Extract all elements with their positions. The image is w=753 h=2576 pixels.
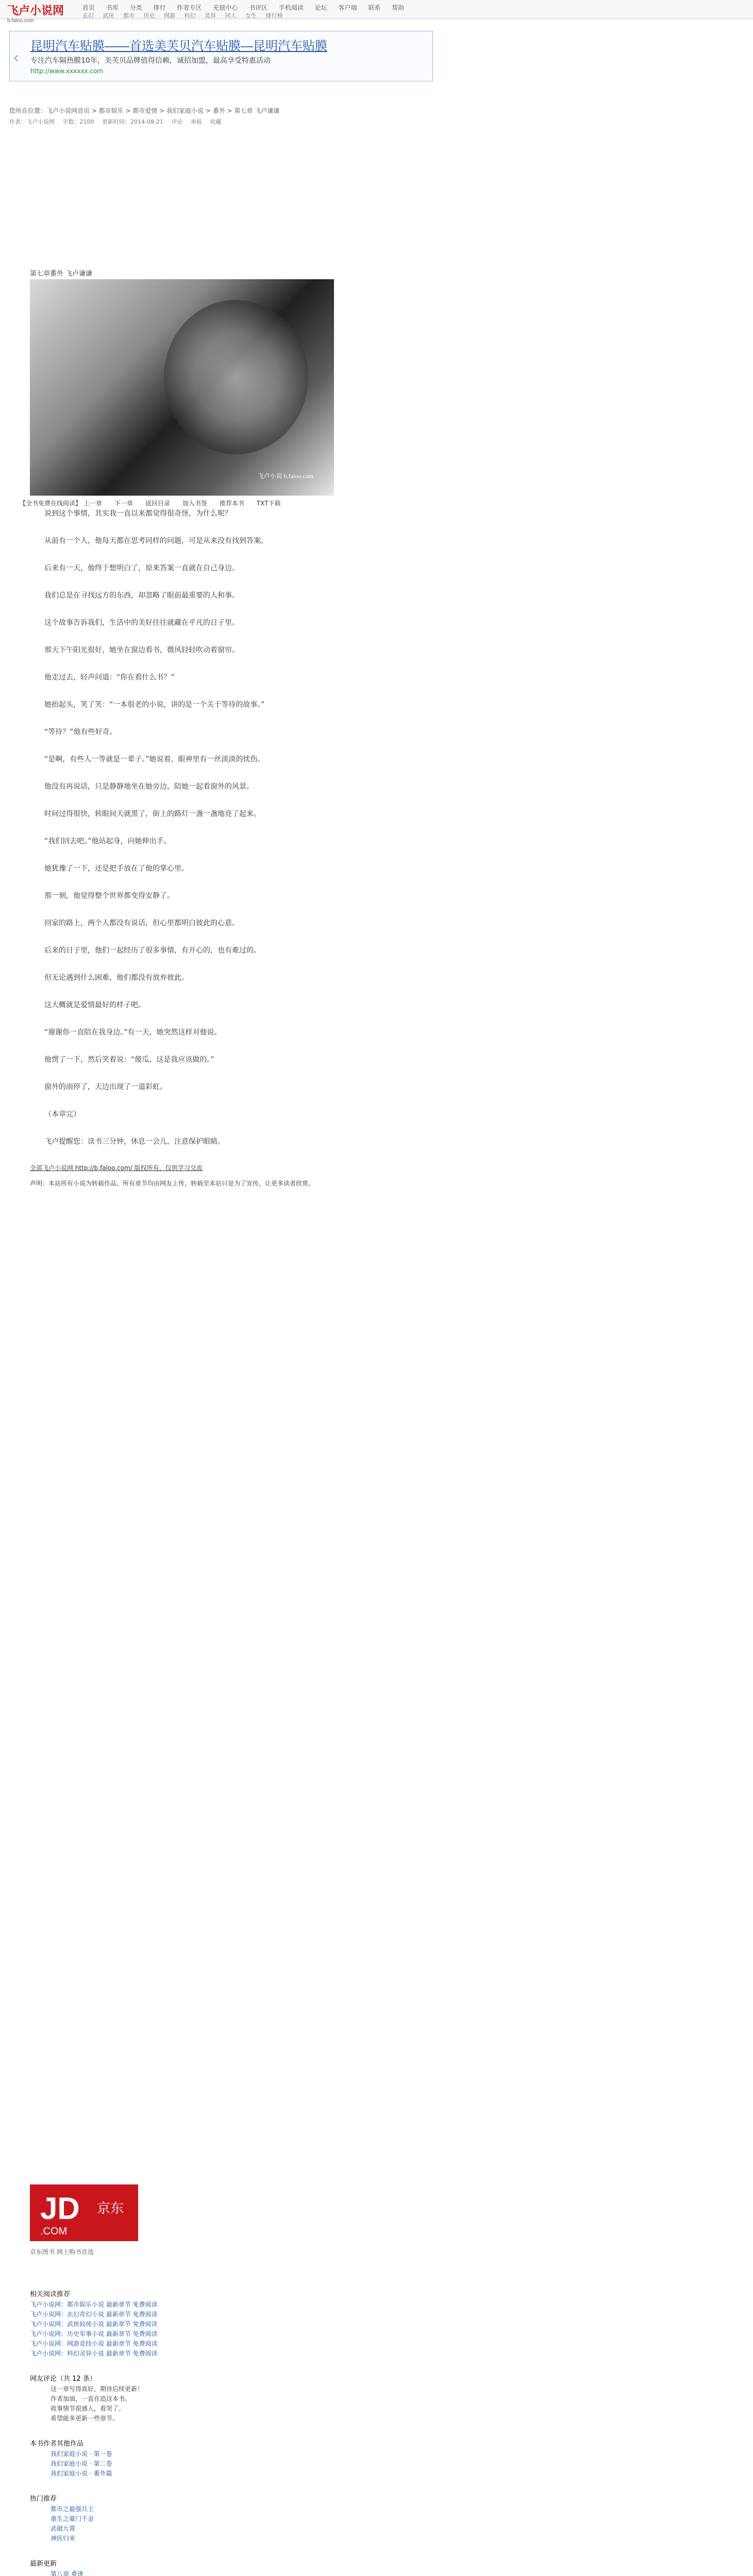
article-paragraph: “我们回去吧。”他站起身，向她伸出手。	[44, 837, 171, 845]
meta-item: 字数：2100	[62, 118, 94, 125]
meta-item: 更新时间：2014-08-21	[102, 118, 163, 125]
article-paragraph: “等待？”他有些好奇。	[44, 728, 117, 736]
nav-item[interactable]: 客户端	[338, 4, 357, 11]
section-line[interactable]: 我们家庭小说 · 番外篇	[51, 2470, 112, 2477]
subnav-item[interactable]: 网游	[164, 12, 175, 19]
section-line[interactable]: 武破九霄	[51, 2525, 76, 2532]
article-paragraph: 他愣了一下，然后笑着说：“傻瓜，这是我应该做的。”	[44, 1056, 214, 1064]
jd-ad-logo[interactable]	[30, 2184, 138, 2241]
related-link[interactable]: 飞卢小说网：玄幻奇幻小说 最新章节 免费阅读	[30, 2311, 158, 2318]
article-paragraph: （本章完）	[44, 1110, 80, 1118]
article-body	[30, 507, 587, 1194]
article-meta	[9, 117, 227, 126]
jd-logo-com: .COM	[40, 2226, 68, 2237]
section-line: 这一章写得真好，期待后续更新！	[51, 2385, 144, 2393]
photo-highlight	[164, 300, 308, 454]
article-paragraph: 但无论遇到什么困难，他们都没有放弃彼此。	[44, 974, 189, 982]
ad-title[interactable]: 昆明汽车贴膜——首选美芙贝汽车贴膜—昆明汽车贴膜	[30, 39, 327, 53]
disclaimer: 声明：本站所有小说为转载作品，所有章节均由网友上传，转载至本站只是为了宣传，让更多读者欣赏。	[30, 1180, 315, 1187]
nav-item[interactable]: 论坛	[314, 4, 327, 11]
article-paragraph: 那天下午阳光很好，她坐在窗边看书，微风轻轻吹动着窗帘。	[44, 646, 239, 654]
jd-logo-cn: 京东	[97, 2201, 124, 2216]
jd-logo-text: JD	[40, 2191, 80, 2226]
article-paragraph: 那一刻，他觉得整个世界都变得安静了。	[44, 892, 174, 900]
section-head: 最新更新	[30, 2560, 57, 2568]
breadcrumb[interactable]: 您所在位置：飞卢小说网首页 > 都市娱乐 > 都市爱情 > 我们家庭小说 > 番外 > 第七章 飞卢谦谦	[9, 107, 280, 114]
article-paragraph: 回家的路上，两个人都没有说话，但心里都明白彼此的心意。	[44, 919, 239, 927]
subnav-item[interactable]: 灵异	[205, 12, 216, 19]
section-line[interactable]: 重生之豪门千金	[51, 2515, 94, 2522]
site-logo-sub: b.faloo.com	[7, 18, 34, 24]
comment-link[interactable]: 评论	[171, 118, 183, 125]
article-paragraph: 后来有一天，他终于想明白了，原来答案一直就在自己身边。	[44, 564, 239, 572]
article-photo	[30, 279, 334, 496]
related-link[interactable]: 飞卢小说网：科幻灵异小说 最新章节 免费阅读	[30, 2350, 158, 2357]
related-section	[30, 2287, 700, 2576]
site-logo[interactable]	[7, 2, 64, 24]
subnav-item[interactable]: 排行榜	[265, 12, 283, 19]
related-link[interactable]: 飞卢小说网：都市娱乐小说 最新章节 免费阅读	[30, 2301, 158, 2308]
article-paragraph: 从前有一个人，他每天都在思考同样的问题，可是从来没有找到答案。	[44, 537, 268, 545]
chapter-nav[interactable]: 【全书免费在线阅读】 上一章 下一章 返回目录 加入书签 推荐本书 TXT下载	[20, 500, 281, 507]
section-line: 故事情节很感人，看哭了。	[51, 2405, 125, 2412]
related-link[interactable]: 飞卢小说网：武侠仙侠小说 最新章节 免费阅读	[30, 2320, 158, 2328]
ad-banner[interactable]	[9, 31, 433, 81]
favorite-link[interactable]: 收藏	[210, 118, 222, 125]
nav-item[interactable]: 书评区	[249, 4, 268, 11]
spacer	[30, 2479, 700, 2492]
subnav-item[interactable]: 玄幻	[82, 12, 94, 19]
nav-item[interactable]: 帮助	[392, 4, 405, 11]
section-head: 本书作者其他作品	[30, 2440, 84, 2448]
article-paragraph: 这大概就是爱情最好的样子吧。	[44, 1001, 145, 1009]
subnav-item[interactable]: 科幻	[184, 12, 196, 19]
article-paragraph: 窗外的雨停了，天边出现了一道彩虹。	[44, 1083, 167, 1091]
nav-item[interactable]: 首页	[82, 4, 95, 11]
related-link[interactable]: 飞卢小说网：历史军事小说 最新章节 免费阅读	[30, 2330, 158, 2337]
nav-item[interactable]: 充值中心	[213, 4, 238, 11]
nav-item[interactable]: 作者专区	[177, 4, 202, 11]
chevron-left-icon[interactable]: ‹	[13, 49, 19, 67]
copyright-link[interactable]: 全部飞卢小说网 http://b.faloo.com/ 版权所有，仅供学习交流	[30, 1164, 203, 1172]
article-paragraph: 他走过去，轻声问道：“你在看什么书？”	[44, 673, 175, 682]
subnav-item[interactable]: 武侠	[103, 12, 114, 19]
nav-item[interactable]: 排行	[153, 4, 166, 11]
section-head: 网友评论（共 12 条）	[30, 2375, 96, 2383]
top-nav	[82, 3, 413, 12]
article-paragraph: 我们总是在寻找远方的东西，却忽略了眼前最重要的人和事。	[44, 591, 239, 600]
nav-item[interactable]: 手机阅读	[278, 4, 304, 11]
jd-caption[interactable]: 京东图书 网上购书首选	[30, 2248, 94, 2256]
section-line[interactable]: 我们家庭小说 · 第二卷	[51, 2460, 112, 2467]
top-bar	[0, 0, 753, 24]
spacer	[30, 2424, 700, 2437]
photo-signature: 飞卢小说 b.faloo.com	[257, 472, 313, 480]
nav-item[interactable]: 书库	[106, 4, 119, 11]
report-link[interactable]: 举报	[190, 118, 202, 125]
article-paragraph: 她犹豫了一下，还是把手放在了他的掌心里。	[44, 865, 189, 873]
article-paragraph: “是啊，有些人一等就是一辈子。”她说着，眼神里有一丝淡淡的忧伤。	[44, 755, 265, 764]
site-logo-text[interactable]: 飞卢小说网	[7, 4, 64, 17]
article-paragraph: 他没有再说话，只是静静地坐在她旁边，陪她一起看窗外的风景。	[44, 783, 254, 791]
photo-caption: 第七章番外 飞卢谦谦	[30, 270, 93, 278]
article-paragraph: 说到这个事情，其实我一直以来都觉得很奇怪，为什么呢？	[44, 510, 232, 518]
subnav-item[interactable]: 同人	[225, 12, 237, 19]
section-line: 希望能多更新一些章节。	[51, 2415, 119, 2422]
related-link[interactable]: 飞卢小说网：网游竞技小说 最新章节 免费阅读	[30, 2340, 158, 2347]
article-paragraph: 时间过得很快，转眼间天就黑了，街上的路灯一盏一盏地亮了起来。	[44, 810, 261, 818]
nav-item[interactable]: 分类	[129, 4, 142, 11]
article-paragraph: 后来的日子里，他们一起经历了很多事情，有开心的，也有难过的。	[44, 946, 261, 955]
ad-description: 专注汽车隔热膜10年，美芙贝品牌值得信赖，诚招加盟，最高享受特惠活动	[30, 57, 271, 65]
subnav-item[interactable]: 都市	[123, 12, 135, 19]
spacer	[30, 2359, 700, 2372]
section-line[interactable]: 神医归来	[51, 2535, 76, 2542]
article-paragraph: “谢谢你一直陪在我身边。”有一天，她突然这样对他说。	[44, 1028, 222, 1037]
subnav-item[interactable]: 女生	[245, 12, 257, 19]
section-line: 作者加油，一直在追这本书。	[51, 2395, 131, 2402]
article-paragraph: 这个故事告诉我们，生活中的美好往往就藏在平凡的日子里。	[44, 619, 239, 627]
ad-url[interactable]: http://www.xxxxxx.com	[30, 67, 103, 75]
subnav-item[interactable]: 历史	[143, 12, 155, 19]
nav-item[interactable]: 联系	[368, 4, 381, 11]
related-title: 相关阅读推荐	[30, 2291, 71, 2298]
section-line[interactable]: 我们家庭小说 · 第一卷	[51, 2450, 112, 2458]
article-paragraph: 飞卢提醒您：读书三分钟，休息一会儿，注意保护眼睛。	[44, 1138, 225, 1146]
spacer	[30, 2544, 700, 2557]
section-line[interactable]: 都市之最强兵王	[51, 2505, 94, 2513]
sub-nav	[82, 11, 290, 20]
article-paragraph: 她抬起头，笑了笑：“一本很老的小说，讲的是一个关于等待的故事。”	[44, 701, 265, 709]
section-head: 热门推荐	[30, 2495, 57, 2503]
section-line[interactable]: 第八章 重逢	[51, 2570, 83, 2576]
meta-item: 作者：飞卢小说网	[9, 118, 55, 125]
